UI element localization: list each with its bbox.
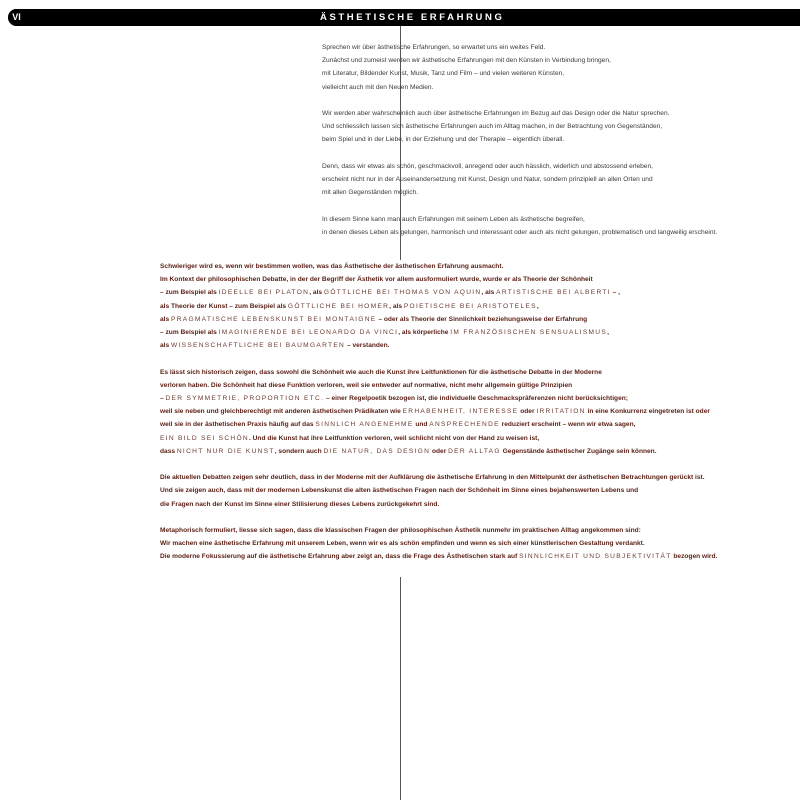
text-segment: die Fragen nach der Kunst im Sinne einer Stilisierung dieses Lebens zurückgekehrt sind. — [160, 500, 440, 508]
emphasized-term: POIETISCHE BEI ARISTOTELES — [403, 302, 537, 310]
emphasized-term: ANSPRECHENDE — [429, 421, 500, 429]
chapter-number: VI — [8, 9, 25, 26]
text-segment: Die moderne Fokussierung auf die ästhetische Erfahrung aber zeigt an, dass die Frage des Ästhetischen stark auf — [160, 553, 520, 561]
intro-text-block — [322, 41, 792, 252]
body-paragraph — [160, 260, 760, 352]
text-line: beim Spiel und in der Liebe, in der Erziehung und der Therapie – eigentlich überall. — [322, 136, 565, 144]
text-line: mit allen Gegenständen möglich. — [322, 189, 419, 197]
emphasized-term: IDEELLE BEI PLATON — [218, 289, 310, 297]
text-segment: Es lässt sich historisch zeigen, dass sowohl die Schönheit wie auch die Kunst ihre Leitfunktionen für die ästhetische Debatte in der Moderne — [160, 368, 602, 376]
text-segment: – verstanden. — [345, 342, 390, 350]
text-line: Und schliesslich lassen sich ästhetische Erfahrungen auch im Alltag machen, in der Betrachtung von Gegenständen, — [322, 123, 663, 131]
text-segment: , — [607, 329, 609, 337]
text-segment: Metaphorisch formuliert, liesse sich sagen, dass die klassischen Fragen der philosophischen Ästhetik nunmehr im praktischen Alltag angekommen sind: — [160, 527, 641, 535]
text-segment: dass — [160, 447, 177, 455]
text-line: Denn, dass wir etwas als schön, geschmackvoll, anregend oder auch hässlich, widerlich und abstossend erleben, — [322, 162, 653, 170]
emphasized-term: NICHT NUR DIE KUNST — [176, 447, 275, 455]
emphasized-term: WISSENSCHAFTLICHE BEI BAUMGARTEN — [171, 342, 346, 350]
text-segment: Schwieriger wird es, wenn wir bestimmen wollen, was das Ästhetische der ästhetischen Erfahrung ausmacht. — [160, 263, 504, 270]
text-line — [160, 273, 760, 286]
text-segment: Und sie zeigen auch, dass mit der modernen Lebenskunst die alten ästhetischen Fragen nach der Schönheit im Sinne eines bejahenswerten Lebens und — [160, 487, 639, 495]
text-segment: – , — [610, 289, 621, 297]
text-line — [160, 366, 760, 379]
text-line — [160, 498, 760, 511]
text-line: vielleicht auch mit den Neuen Medien. — [322, 83, 434, 91]
text-line — [160, 524, 760, 537]
text-segment: – einer Regelpoetik bezogen ist, die individuelle Geschmackspräferenzen nicht berücksichtigen; — [324, 395, 628, 403]
text-segment: bezogen wird. — [671, 553, 718, 561]
text-line — [160, 392, 760, 405]
text-line — [160, 405, 760, 418]
text-line — [160, 379, 760, 392]
text-line: Sprechen wir über ästhetische Erfahrungen, so erwartet uns ein weites Feld. — [322, 44, 546, 51]
text-segment: weil sie in der ästhetischen Praxis häufig auf das — [160, 421, 316, 429]
emphasized-term: ARTISTISCHE BEI ALBERTI — [496, 289, 611, 297]
text-line: in denen dieses Leben als gelungen, harmonisch und interessant oder auch als nicht gelungen, problematisch und langweilig erscheint. — [322, 228, 718, 236]
text-line — [160, 326, 760, 339]
text-segment: – zum Beispiel als — [160, 329, 219, 337]
chapter-header-bar — [8, 9, 800, 26]
text-segment: Gegenstände ästhetischer Zugänge sein können. — [500, 447, 657, 455]
text-segment: – oder als Theorie der Sinnlichkeit beziehungsweise der Erfahrung — [376, 315, 588, 323]
text-line — [160, 484, 760, 497]
text-line — [160, 300, 760, 313]
emphasized-term: DIE NATUR, DAS DESIGN — [323, 447, 431, 455]
body-paragraph — [160, 524, 760, 564]
emphasized-term: PRAGMATISCHE LEBENSKUNST BEI MONTAIGNE — [171, 315, 377, 323]
text-segment: , — [536, 302, 539, 310]
text-line: In diesem Sinne kann man auch Erfahrungen mit seinem Leben als ästhetische begreifen, — [322, 215, 585, 223]
text-segment: Die aktuellen Debatten zeigen sehr deutlich, dass in der Moderne mit der Aufklärung die ästhetische Erfahrung in den Mittelpunkt der ästhetischen Betrachtungen gerückt ist. — [160, 474, 705, 482]
intro-paragraph — [322, 213, 792, 239]
text-segment: oder — [430, 447, 449, 455]
text-segment: reduziert erscheint – wenn wir etwa sagen, — [499, 421, 636, 429]
text-segment: , als — [481, 289, 497, 297]
text-segment: in eine Konkurrenz eingetreten ist oder — [585, 408, 710, 416]
text-segment: Wir machen eine ästhetische Erfahrung mit unserem Leben, wenn wir es als schön empfinden und wenn es sich einer künstlerischen Gestaltung verdankt. — [160, 540, 645, 548]
emphasized-term: GÖTTLICHE BEI THOMAS VON AQUIN — [323, 289, 482, 297]
text-segment: , als — [309, 289, 324, 297]
text-segment: . Und die Kunst hat ihre Leitfunktion verloren, weil schlicht nicht von der Hand zu weisen ist, — [249, 434, 540, 442]
text-line — [160, 339, 760, 352]
text-segment: , sondern auch — [274, 447, 324, 455]
body-paragraph — [160, 366, 760, 458]
text-line — [160, 313, 760, 326]
text-line — [160, 550, 760, 563]
text-line: erscheint nicht nur in der Auseinandersetzung mit Kunst, Design und Natur, sondern prinzipiell an allen Orten und — [322, 176, 653, 183]
text-line — [160, 471, 760, 484]
emphasized-term: IM FRANZÖSISCHEN SENSUALISMUS — [450, 329, 608, 337]
text-segment: , als — [389, 302, 404, 310]
body-paragraph — [160, 471, 760, 511]
intro-paragraph — [322, 160, 792, 200]
intro-paragraph — [322, 41, 792, 94]
text-segment: als — [160, 342, 171, 350]
text-segment: als — [160, 315, 171, 323]
emphasized-term: SINNLICH ANGENEHME — [315, 421, 414, 429]
text-line — [160, 537, 760, 550]
text-segment: , als körperliche — [398, 329, 451, 337]
emphasized-term: EIN BILD SEI SCHÖN — [160, 434, 249, 442]
emphasized-term: IRRITATION — [536, 408, 586, 416]
intro-paragraph — [322, 107, 792, 147]
text-line — [160, 432, 760, 445]
text-line — [160, 286, 760, 299]
emphasized-term: IMAGINIERENDE BEI LEONARDO DA VINCI — [218, 329, 399, 337]
emphasized-term: SINNLICHKEIT UND SUBJEKTIVITÄT — [519, 553, 672, 561]
text-line: mit Literatur, Bildender Kunst, Musik, Tanz und Film – und vielen weiteren Künsten, — [322, 70, 565, 78]
text-segment: verloren haben. Die Schönheit hat diese Funktion verloren, weil sie entweder auf normative, nicht mehr allgemein gültige Prinzipien — [160, 381, 573, 389]
text-line — [160, 445, 760, 458]
emphasized-term: DER SYMMETRIE, PROPORTION ETC. — [165, 395, 325, 403]
emphasized-term: GÖTTLICHE BEI HOMER — [287, 302, 390, 310]
text-segment: weil sie neben und gleichberechtigt mit anderen ästhetischen Prädikaten wie — [160, 408, 403, 416]
text-line: Wir werden aber wahrscheinlich auch über ästhetische Erfahrungen im Bezug auf das Design oder die Natur sprechen. — [322, 110, 670, 117]
text-segment: – — [160, 395, 166, 403]
text-segment: oder — [518, 408, 537, 416]
text-segment: als Theorie der Kunst – zum Beispiel als — [160, 302, 288, 310]
text-line: Zunächst und zumeist werden wir ästhetische Erfahrungen mit den Künsten in Verbindung bringen, — [322, 57, 611, 65]
main-text-block — [160, 260, 760, 577]
emphasized-term: DER ALLTAG — [448, 447, 501, 455]
page-title: ÄSTHETISCHE ERFAHRUNG — [320, 12, 505, 23]
text-line — [160, 260, 760, 273]
text-segment: Im Kontext der philosophischen Debatte, in der der Begriff der Ästhetik vor allem ausformuliert wurde, wurde er als Theorie der Schönheit — [160, 276, 593, 284]
text-segment: – zum Beispiel als — [160, 289, 219, 297]
emphasized-term: ERHABENHEIT, INTERESSE — [402, 408, 519, 416]
text-segment: und — [413, 421, 430, 429]
text-line — [160, 418, 760, 431]
